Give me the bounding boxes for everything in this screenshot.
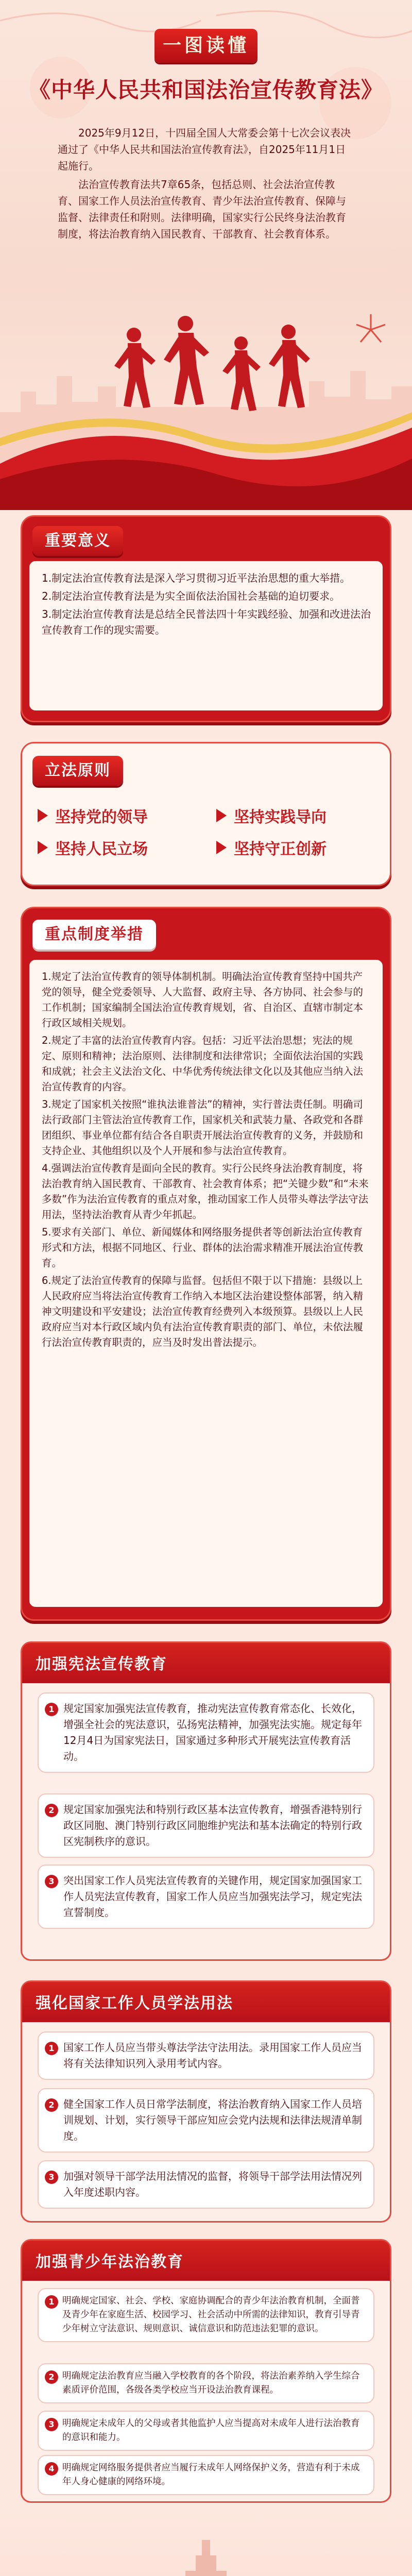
list-item: 1.规定了法治宣传教育的领导体制机制。明确法治宣传教育坚持中国共产党的领导，健全党委领导、人大监督、政府主导、各方协同、社会参与的工作机制；国家编制全国法治宣传教育规划，省、自治区、直辖市制定本行政区域相关规划。: [42, 971, 364, 1029]
monument-icon: [185, 2540, 227, 2576]
list-item: 5.要求有关部门、单位、新闻媒体和网络服务提供者等创新法治宣传教育形式和方法，根据不同地区、行业、群体的法治需求精准开展法治宣传教育。: [42, 1226, 364, 1269]
bullet-card: [38, 2160, 374, 2209]
card-text: 明确规定国家、社会、学校、家庭协调配合的青少年法治教育机制，全面普及青少年在家庭生活、校园学习、社会活动中所需的法律知识，教育引导青少年树立守法意识、规则意识、诚信意识和防范违法犯罪的意识。: [62, 2296, 360, 2334]
footer: [0, 2509, 412, 2576]
arrow-icon: [216, 841, 227, 854]
bullet-icon: 2: [45, 2098, 58, 2112]
footer-illustration: [0, 2509, 412, 2576]
bullet-icon: 1: [45, 2042, 58, 2055]
bullet-card: [38, 2363, 374, 2403]
principle-item: [216, 804, 374, 827]
arrow-icon: [216, 809, 227, 822]
card-text: 规定国家加强宪法宣传教育，推动宪法宣传教育常态化、长效化，增强全社会的宪法意识，弘扬宪法精神，加强宪法实施。规定每年12月4日为国家宪法日，国家通过多种形式开展宪法宣传教育活动。: [63, 1702, 362, 1762]
bullet-icon: 4: [45, 2462, 58, 2476]
list-item: 4.强调法治宣传教育是面向全民的教育。实行公民终身法治教育制度，将法治教育纳入国民教育、干部教育、社会教育体系；把“关键少数”和“未来多数”作为法治宣传教育的重点对象，推动国家工作人员带头尊法学法守法用法，坚持法治教育从青少年抓起。: [42, 1162, 369, 1221]
section-title: 强化国家工作人员学法用法: [36, 1994, 233, 2012]
intro-text: [58, 125, 354, 244]
bullet-card: [38, 1793, 374, 1858]
significance-panel: [21, 515, 391, 722]
principle-item: [38, 836, 196, 859]
firework-icon: [356, 314, 385, 342]
intro-paragraph: 法治宣传教育法共7章65条，包括总则、社会法治宣传教育、国家工作人员法治宣传教育、青少年法治宣传教育、保障与监督、法律责任和附则。法律明确，国家实行公民终身法治教育制度，将法治教育纳入国民教育、干部教育、社会教育体系。: [58, 178, 346, 240]
principle-label: 坚持守正创新: [234, 840, 327, 858]
list-item: 3.规定了国家机关按照“谁执法谁普法”的精神，实行普法责任制。明确司法行政部门主管法治宣传教育工作，国家机关和武装力量、各政党和各群团组织、事业单位都有结合各自职责开展法治宣传教育的义务，并鼓励和支持企业、其他组织以及个人开展和参与法治宣传教育。: [42, 1098, 364, 1157]
officials-section: [21, 1980, 391, 2223]
bullet-card: [38, 2411, 374, 2451]
hero-illustration: [0, 309, 412, 510]
section-title: 加强宪法宣传教育: [36, 1655, 167, 1673]
principles-panel: [21, 742, 391, 886]
runner-figures: [114, 316, 310, 411]
key-systems-list: [29, 960, 383, 1362]
bullet-card: [38, 1865, 374, 1929]
list-item: 1.制定法治宣传教育法是深入学习贯彻习近平法治思想的重大举措。: [42, 572, 351, 584]
bullet-icon: 2: [45, 2370, 58, 2384]
bullet-card: [38, 2455, 374, 2495]
key-systems-body: [29, 960, 383, 1607]
section-title: 重点制度举措: [32, 920, 156, 950]
page-title: 《中华人民共和国法治宣传教育法》: [28, 77, 383, 103]
card-text: 明确规定未成年人的父母或者其他监护人应当提高对未成年人进行法治教育的意识和能力。: [62, 2418, 360, 2443]
section-title: 重要意义: [32, 526, 123, 556]
list-item: 3.制定法治宣传教育法是总结全民普法四十年实践经验、加强和改进法治宣传教育工作的现实需要。: [42, 608, 371, 636]
significance-body: [29, 561, 383, 710]
list-item: 2.规定了丰富的法治宣传教育内容。包括：习近平法治思想；宪法的规定、原则和精神；法治原则、法律制度和法律常识；全面依法治国的实践和成就；社会主义法治文化、中华优秀传统法律文化以及其他应当纳入法治宣传教育的内容。: [42, 1035, 364, 1093]
principle-label: 坚持党的领导: [55, 808, 148, 826]
youth-section: [21, 2239, 391, 2503]
card-text: 加强对领导干部学法用法情况的监督，将领导干部学法用法情况列入年度述职内容。: [63, 2170, 362, 2198]
card-text: 健全国家工作人员日常学法制度，将法治教育纳入国家工作人员培训规划、计划，实行领导干部应知应会党内法规和法律法规清单制度。: [63, 2098, 362, 2142]
list-item: 2.制定法治宣传教育法是为实全面依法治国社会基础的迫切要求。: [42, 590, 340, 602]
arrow-icon: [38, 841, 48, 854]
bullet-icon: 1: [45, 2295, 58, 2309]
significance-list: [29, 561, 383, 650]
key-systems-panel: [21, 907, 391, 1621]
bullet-card: [38, 2088, 374, 2153]
bullet-card: [38, 2031, 374, 2080]
card-text: 突出国家工作人员宪法宣传教育的关键作用，规定国家加强国家工作人员宪法宣传教育，国家工作人员应当加强宪法学习，规定宪法宣誓制度。: [63, 1874, 362, 1919]
card-text: 国家工作人员应当带头尊法学法守法用法。录用国家工作人员应当将有关法律知识列入录用考试内容。: [63, 2041, 362, 2070]
card-text: 明确规定法治教育应当融入学校教育的各个阶段，将法治素养纳入学生综合素质评价范围，各级各类学校应当开设法治教育课程。: [62, 2371, 360, 2395]
arrow-icon: [38, 809, 48, 822]
section-title: 加强青少年法治教育: [36, 2253, 184, 2271]
card-text: 规定国家加强宪法和特别行政区基本法宣传教育，增强香港特别行政区同胞、澳门特别行政区同胞维护宪法和基本法确定的特别行政区宪制秩序的意识。: [63, 1803, 362, 1848]
constitution-section: [21, 1641, 391, 1961]
principle-label: 坚持实践导向: [234, 808, 327, 826]
bullet-icon: 2: [45, 1804, 58, 1817]
intro-paragraph: 2025年9月12日，十四届全国人大常委会第十七次会议表决通过了《中华人民共和国法治宣传教育法》，自2025年11月1日起施行。: [58, 127, 351, 172]
principle-item: [216, 836, 374, 859]
principle-item: [38, 804, 196, 827]
bullet-icon: 3: [45, 2418, 58, 2431]
list-item: 6.规定了法治宣传教育的保障与监督。包括但不限于以下措施：县级以上人民政府应当将法治宣传教育工作纳入本地区法治建设整体部署，纳入精神文明建设和平安建设；法治宣传教育经费列入本级预算。县级以上人民政府应当对本行政区域内负有法治宣传教育职责的部门、单位，未依法履行法治宣传教育职责的，应当及时发出普法提示。: [42, 1275, 364, 1348]
bullet-card: [38, 2288, 374, 2342]
principle-label: 坚持人民立场: [55, 840, 148, 858]
bullet-icon: 3: [45, 2171, 58, 2184]
bullet-card: [38, 1692, 374, 1773]
hero: [0, 0, 412, 510]
header-badge: 一图读懂: [154, 29, 258, 63]
bullet-icon: 3: [45, 1875, 58, 1888]
section-title: 立法原则: [32, 756, 123, 786]
card-text: 明确规定网络服务提供者应当履行未成年人网络保护义务，营造有利于未成年人身心健康的网络环境。: [62, 2463, 360, 2487]
principles-grid: [38, 804, 374, 859]
bullet-icon: 1: [45, 1703, 58, 1716]
